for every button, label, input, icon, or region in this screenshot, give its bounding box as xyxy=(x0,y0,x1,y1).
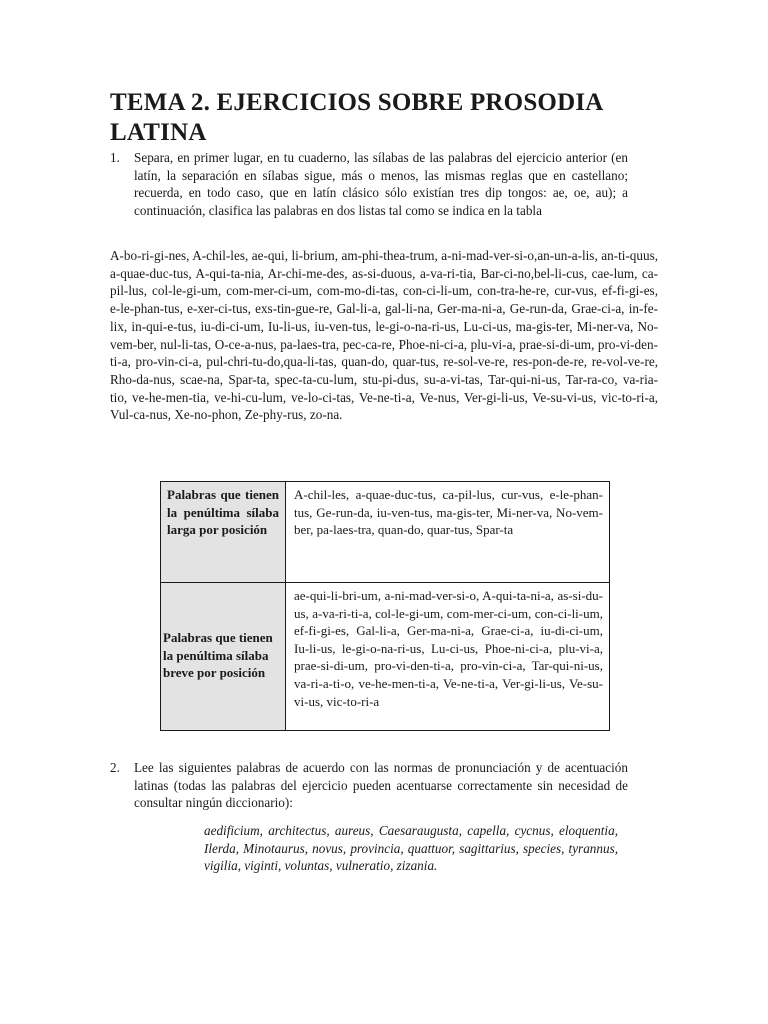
syllabified-word-list: A-bo-ri-gi-nes, A-chil-les, ae-qui, li-brium, am-phi-thea-trum, a-ni-mad-ver-si-o,an-un-a-lis, an-ti-quus, a-quae-duc-tus, A-qui-ta-nia, Ar-chi-me-des, as-si-duous, a-va-ri-tia, Bar-ci-no,bel-li-cus, cae-lum, ca-pil-lus, col-le-gi-um, com-mer-ci-um, com-mo-di-tas, con-ci-li-um, con-tra-he-re, cur-vus, ef-fi-gi-es, e-le-phan-tus, e-xer-ci-tus, exs-tin-gue-re, Gal-li-a, gal-li-na, Ger-ma-ni-a, Ge-run-da, Grae-ci-a, in-fe-lix, in-qui-e-tus, iu-di-ci-um, Iu-li-us, iu-ven-tus, le-gi-o-na-ri-us, Lu-ci-us, ma-gis-ter, Mi-ner-va, No-vem-ber, nul-li-tas, O-ce-a-nus, pa-laes-tra, pec-ca-re, Phoe-ni-ci-a, plu-vi-a, prae-si-di-um, pro-vi-den-ti-a, pro-vin-ci-a, pul-chri-tu-do,qua-li-tas, quan-do, quar-tus, re-sol-ve-re, res-pon-de-re, re-vol-ve-re, Rho-da-nus, scae-na, Spar-ta, spec-ta-cu-lum, stu-pi-dus, su-a-vi-tas, Tar-qui-ni-us, Tar-ra-co, va-ria-tio, ve-he-men-tia, ve-hi-cu-lum, ve-lo-ci-tas, Ve-ne-ti-a, Ve-nus, Ver-gi-li-us, Ve-su-vi-us, vic-to-ri-a, Vul-ca-nus, Xe-no-phon, Ze-phy-rus, zo-na. xyxy=(110,248,658,423)
page-title: TEMA 2. EJERCICIOS SOBRE PROSODIA LATINA xyxy=(110,89,603,146)
classification-table xyxy=(160,481,610,731)
table-row xyxy=(161,583,610,731)
exercise-1-number: 1. xyxy=(110,150,120,165)
exercise-1 xyxy=(110,149,630,239)
exercise-2-text: Lee las siguientes palabras de acuerdo con las normas de pronunciación y de acentuación latinas (todas las palabras del ejercicio pueden acentuarse correctamente sin necesidad de consultar ningún diccionario): xyxy=(134,760,628,811)
latin-word-list: aedificium, architectus, aureus, Caesaraugusta, capella, cycnus, eloquentia, Ilerda, Minotaurus, novus, provincia, quattuor, sagittarius, species, tyrannus, vigilia, viginti, voluntas, vulneratio, zizania. xyxy=(204,823,618,874)
row-words-short-penultimate: ae-qui-li-bri-um, a-ni-mad-ver-si-o, A-qui-ta-ni-a, as-si-du-us, a-va-ri-ti-a, col-le-gi-um, com-mer-ci-um, con-ci-li-um, ef-fi-gi-es, Gal-li-a, Ger-ma-ni-a, Grae-ci-a, iu-di-ci-um, Iu-li-us, le-gi-o-na-ri-us, Lu-ci-us, Phoe-ni-ci-a, plu-vi-a, prae-si-di-um, pro-vi-den-ti-a, pro-vin-ci-a, Tar-qui-ni-us, va-ri-a-ti-o, ve-he-men-ti-a, Ve-ne-ti-a, Ver-gi-li-us, Ve-su-vi-us, vic-to-ri-a xyxy=(286,583,610,731)
exercise-2 xyxy=(110,759,630,814)
row-label-short-penultimate: Palabras que tienen la penúltima sílaba breve por posición xyxy=(161,583,286,731)
table-row xyxy=(161,482,610,583)
row-label-long-penultimate: Palabras que tienen la penúltima sílaba larga por posición xyxy=(161,482,286,583)
exercise-1-text: Separa, en primer lugar, en tu cuaderno, las sílabas de las palabras del ejercicio anterior (en latín, la separación en sílabas sigue, más o menos, las mismas reglas que en castellano; recuerda, en todo caso, que en latín clásico sólo existían tres dip tongos: ae, oe, au); a continuación, clasifica las palabras en dos listas tal como se indica en la tabla xyxy=(134,150,628,219)
row-words-long-penultimate: A-chil-les, a-quae-duc-tus, ca-pil-lus, cur-vus, e-le-phan-tus, Ge-run-da, iu-ven-tus, ma-gis-ter, Mi-ner-va, No-vem-ber, pa-laes-tra, quan-do, quar-tus, Spar-ta xyxy=(286,482,610,583)
exercise-2-number: 2. xyxy=(110,760,120,775)
